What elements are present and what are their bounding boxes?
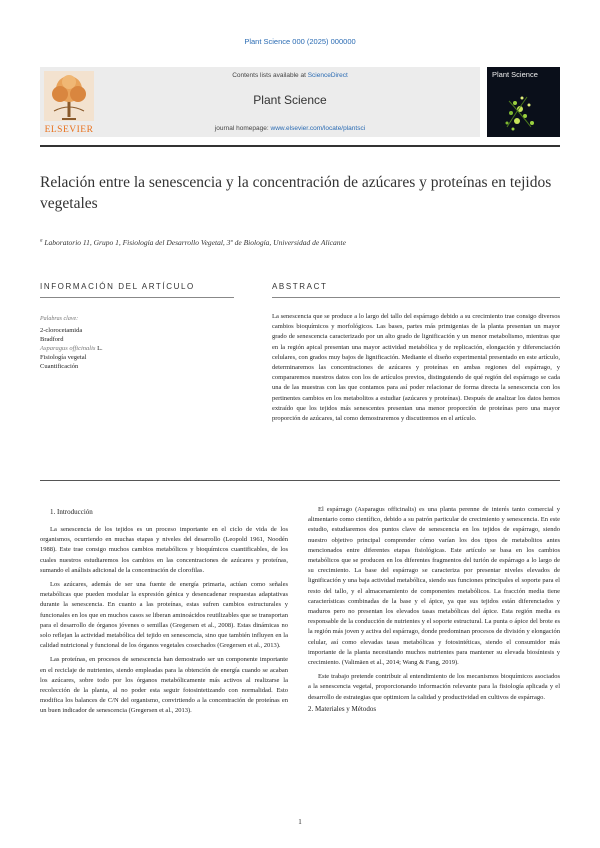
affiliation-text: Laboratorio 11, Grupo 1, Fisiología del Desarrollo Vegetal, 3º de Biología, Universidad de Alicante bbox=[44, 238, 346, 247]
keyword-item: Fisiología vegetal bbox=[40, 354, 87, 361]
keyword-species: Asparagus officinalis bbox=[40, 345, 96, 352]
abstract-rule bbox=[272, 297, 560, 298]
intro-paragraph: Este trabajo pretende contribuir al entendimiento de los mecanismos bioquímicos asociados a la senescencia vegetal, proporcionando información relevante para la fisiología aplicada y el desarrollo de estrategias que optimicen la calidad y productividad en cultivos de espárrago. bbox=[308, 673, 560, 701]
abstract-text: La senescencia que se produce a lo largo del tallo del espárrago debido a su crecimiento trae consigo diversos cambios bioquímicos y morfológicos. Las bases, partes más primigenias de la planta presentan un mayor grado de senescencia caracterizado por un alto grado de lignificación y un menor metabolismo, mientras que en la región apical presentan una mayor actividad metabólica y de replicación, elongación y diferenciación celulares, con grados muy bajos de lignificación. Mediante el diseño experimental presentado en este artículo, determinaremos las concentraciones de azúcares y proteínas en ambas regiones del espárrago, y compararemos nuestros datos con los de artículos previos, distinguiendo de qué región del espárrago se cada una de las muestras con las que contamos para así poder relacionar de forma directa la senescencia con los pertinentes cambios en los metabolitos a estudiar (azúcares y proteínas). Después de analizar los datos hemos extraído que los tejidos más senescentes presentan una menor proporción de proteínas pero una mayor proporción de azúcares, tal como demostraremos y discutiremos en el artículo. bbox=[272, 313, 560, 423]
keyword-item: 2-clorocetamida bbox=[40, 327, 83, 334]
journal-homepage-link[interactable]: www.elsevier.com/locate/plantsci bbox=[270, 125, 366, 132]
sciencedirect-link[interactable]: ScienceDirect bbox=[307, 72, 348, 79]
body-right-column bbox=[308, 505, 560, 713]
intro-paragraph: Las proteínas, en procesos de senescencia han demostrado ser un componente importante en el reciclaje de nutrientes, siendo empleadas para la obtención de energía cuando se acaban los azúcares, sobre todo por los órganos metabólicamente más activos al realizarse la recolección de la planta, al no poder esta seguir fotosintetizando con normalidad. Esto modifica los balances de C/N del organismo, convirtiendo a la concentración de proteínas en un buen indicador de senescencia (Gregersen et al., 2013). bbox=[40, 656, 288, 715]
cover-image-icon bbox=[487, 83, 560, 137]
article-info-rule bbox=[40, 297, 234, 298]
intro-paragraph: El espárrago (Asparagus officinalis) es una planta perenne de interés tanto comercial y alimentario como científico, debido a su patrón particular de crecimiento y senescencia. En este estudio, estudiaremos dos puntos clave de senescencia en los tejidos de espárrago, siendo nuestro objetivo principal comprender cómo varían los dos tipos de metabolitos antes mencionados entre diferentes etapas fisiológicas. Este artículo se basa en los cambios metabólicos que se producen en los diferentes fragmentos del turión de espárrago a lo largo de su crecimiento. La base del espárrago se caracteriza por presentar niveles elevados de lignificación y una baja actividad metabólica, siendo sus funciones principales el soporte para el resto del tallo, y el almacenamiento de componentes metabólicos. La fracción media tiene características combinadas de la base y el ápice, ya que sus tejidos están diferenciados y maduros pero no presentan los elevados tasas metabólicas del ápice. Esta región media es responsable de la conducción de nutrientes y el soporte estructural. La punta o ápice del brote es la región más joven y activa del espárrago, donde predominan procesos de división y elongación celular, así como elevadas tasas metabólicas y fotosintéticas, siendo el consumidor más importante de la planta necesitando muchos nutrientes para mantener su elevada biosíntesis y crecimiento. (Valimäen et al., 2014; Wang & Fang, 2019). bbox=[308, 506, 560, 667]
article-info-heading: INFORMACIÓN DEL ARTÍCULO bbox=[40, 282, 195, 291]
tree-emblem-icon bbox=[40, 67, 98, 123]
article-title: Relación entre la senescencia y la concentración de azúcares y proteínas en tejidos vegetales bbox=[40, 174, 552, 212]
intro-paragraph: Los azúcares, además de ser una fuente de energía primaria, actúan como señales metabólicas que pueden modular la expresión génica y desencadenar respuestas adaptativas durante la senescencia. En cuanto a las proteínas, estas sufren cambios estructurales y funcionales en los que en muchos casos se liberan aminoácidos reutilizables que se transportan para el desarrollo de órganos jóvenes o semillas (Gregersen et al., 2008). Estas dinámicas no solo reflejan la actividad metabólica del tejido en senescencia, sino que también influyen en la calidad nutricional y funcional de los órganos vegetales cosechados (Gregersen et al., 2013). bbox=[40, 581, 288, 650]
keyword-list bbox=[40, 326, 230, 371]
cover-title: Plant Science bbox=[492, 70, 538, 79]
body-left-column bbox=[40, 525, 288, 717]
affiliation-mark: a bbox=[40, 238, 43, 244]
abstract-bottom-rule bbox=[40, 480, 560, 481]
page-number: 1 bbox=[298, 818, 302, 826]
journal-cover bbox=[487, 67, 560, 137]
running-head: Plant Science 000 (2025) 000000 bbox=[244, 37, 356, 46]
author-affiliation bbox=[40, 238, 560, 247]
contents-prefix: Contents lists available at bbox=[232, 72, 308, 79]
journal-title: Plant Science bbox=[253, 93, 327, 107]
keywords-label: Palabras clave: bbox=[40, 316, 79, 322]
abstract-heading: ABSTRACT bbox=[272, 282, 328, 291]
keyword-item bbox=[40, 344, 230, 353]
keyword-species-author: L. bbox=[95, 345, 103, 352]
contents-line bbox=[110, 72, 470, 79]
elsevier-logo bbox=[40, 67, 98, 137]
publisher-name: ELSEVIER bbox=[44, 125, 94, 135]
section-2-title: 2. Materiales y Métodos bbox=[308, 704, 377, 713]
section-1-title: 1. Introducción bbox=[50, 508, 93, 516]
intro-paragraph: La senescencia de los tejidos es un proceso importante en el ciclo de vida de los organismos, ocurriendo en muchas etapas y niveles del desarrollo (Leopold 1961, Noodén 1988). Este trae consigo muchos cambios metabólicos y bioquímicos cuantificables, de los cuales nuestros estudiaremos los cambios en las concentraciones de azúcares y proteínas, sumando el análisis adicional de la concentración de clorofilas. bbox=[40, 526, 288, 574]
header-rule bbox=[40, 145, 560, 147]
homepage-line bbox=[110, 125, 470, 132]
homepage-prefix: journal homepage: bbox=[214, 125, 271, 132]
keyword-item: Bradford bbox=[40, 336, 64, 343]
keyword-item: Cuantificación bbox=[40, 363, 79, 370]
